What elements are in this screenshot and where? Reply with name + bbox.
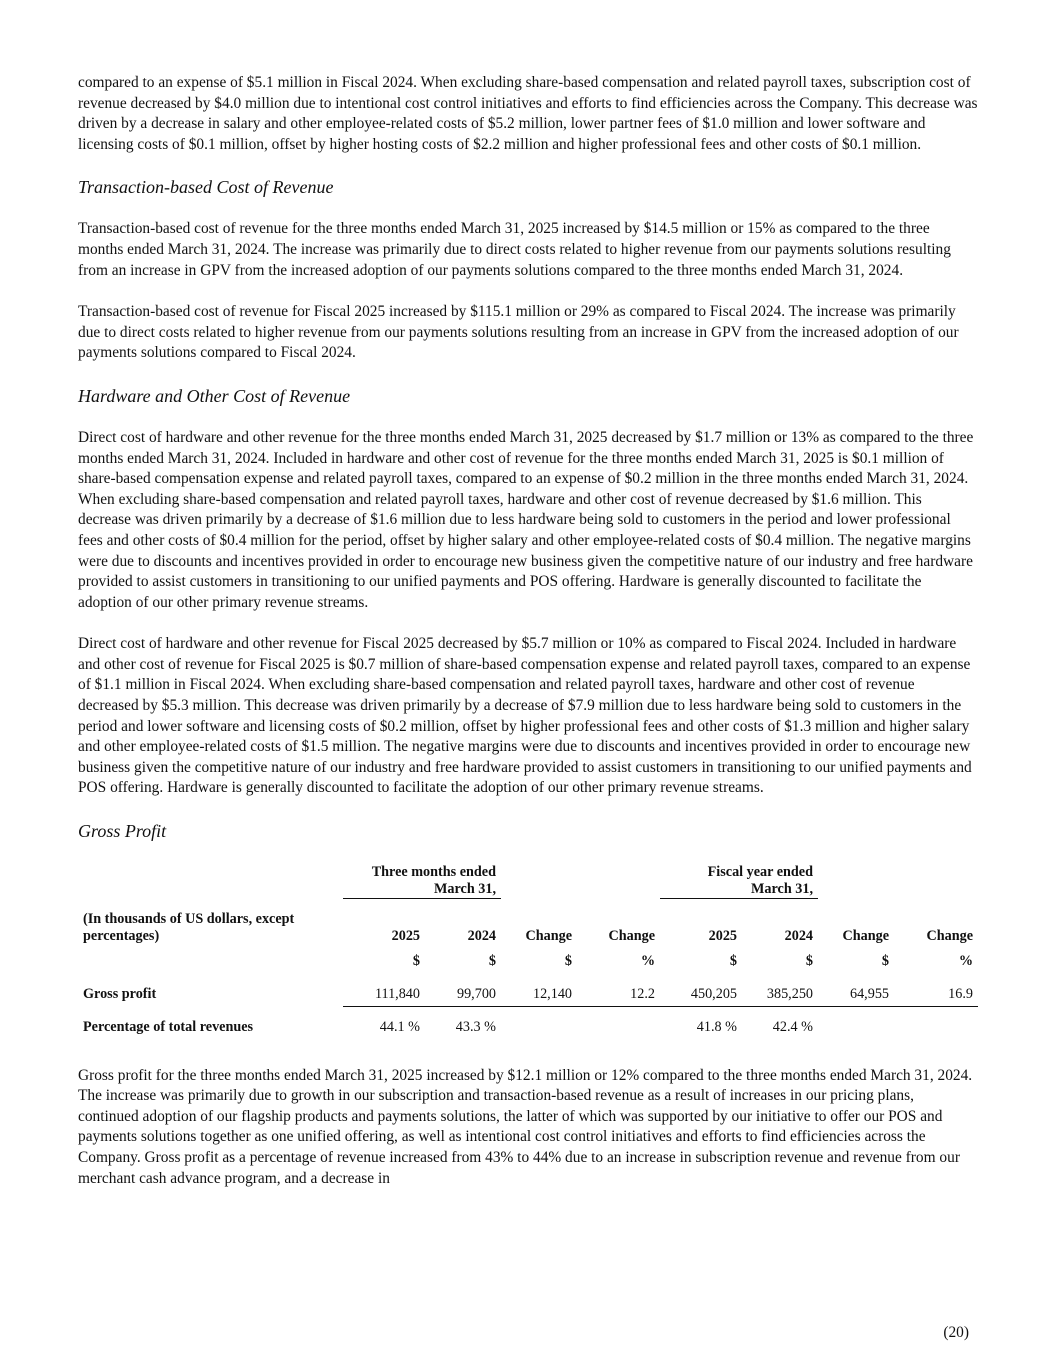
row-label-gross-profit: Gross profit [83, 986, 157, 1003]
pct-revenues-2025-three-months: 44.1 % [379, 1018, 420, 1035]
gross-profit-2024-fiscal: 385,250 [742, 986, 818, 1007]
col-2024-three-months: 2024 [467, 927, 496, 944]
gross-profit-2024-three-months: 99,700 [425, 986, 501, 1007]
gross-profit-change-pct-fiscal: 16.9 [894, 986, 978, 1007]
gross-profit-change-fiscal: 64,955 [818, 986, 894, 1007]
unit-change-pct-fiscal: % [958, 952, 973, 969]
paragraph-transaction-three-months: Transaction-based cost of revenue for the three months ended March 31, 2025 increased by $14.5 million or 15% as compared to the three months ended March 31, 2024. The increase was primarily due to direct costs related to higher revenue from our payments solutions resulting from an increase in GPV from the increased adoption of our payments solutions compared to the three months ended March 31, 2024. [78, 220, 951, 279]
table-label-header: (In thousands of US dollars, except percentages) [83, 910, 295, 944]
heading-gross-profit: Gross Profit [78, 821, 167, 842]
gross-profit-change-pct-three-months: 12.2 [577, 986, 660, 1007]
row-label-pct-total-revenues: Percentage of total revenues [83, 1018, 254, 1035]
unit-change-abs-three-months: $ [564, 952, 572, 969]
col-change-abs-fiscal: Change [842, 927, 889, 944]
paragraph-gross-profit-three-months: Gross profit for the three months ended March 31, 2025 increased by $12.1 million or 12% compared to the three months ended March 31, 2024. The increase was primarily due to growth in our subscription and transaction-based revenue as a result of increases in our pricing plans, continued adoption of our flagship products and payments solutions, the latter of which was supported by our initiative to offer our POS and payments solutions together as one unified offering, as well as intentional cost control initiatives and efforts to find efficiencies across the Company. Gross profit as a percentage of revenue increased from 43% to 44% due to an increase in subscription revenue and revenue from our merchant cash advance program, and a decrease in [78, 1066, 973, 1187]
col-2025-three-months: 2025 [391, 927, 420, 944]
paragraph-transaction-fiscal: Transaction-based cost of revenue for Fiscal 2025 increased by $115.1 million or 29% as compared to Fiscal 2024. The increase was primarily due to direct costs related to higher revenue from our payments solutions resulting from an increase in GPV from the increased adoption of our payments solutions compared to Fiscal 2024. [78, 303, 959, 362]
group-three-months: Three months ended March 31, [343, 864, 501, 899]
unit-2024-three-months: $ [488, 952, 496, 969]
gross-profit-change-three-months: 12,140 [501, 986, 577, 1007]
table-units-row [78, 945, 978, 986]
group-fiscal-year: Fiscal year ended March 31, [660, 864, 818, 899]
unit-2025-three-months: $ [412, 952, 420, 969]
table-row [78, 986, 978, 1007]
col-2025-fiscal: 2025 [708, 927, 737, 944]
unit-2025-fiscal: $ [729, 952, 737, 969]
heading-hardware-cost: Hardware and Other Cost of Revenue [78, 385, 351, 406]
paragraph-subscription-cost-continued: compared to an expense of $5.1 million in Fiscal 2024. When excluding share-based compensation and related payroll taxes, subscription cost of revenue decreased by $4.0 million due to intentional cost control initiatives and efforts to find efficiencies across the Company. This decrease was driven by a decrease in salary and other employee-related costs of $5.2 million, lower partner fees of $1.0 million and lower software and licensing costs of $0.1 million, offset by higher hosting costs of $2.2 million and higher professional fees and other costs of $0.1 million. [78, 74, 978, 153]
pct-revenues-2025-fiscal: 41.8 % [696, 1018, 737, 1035]
unit-change-pct-three-months: % [640, 952, 655, 969]
pct-revenues-2024-three-months: 43.3 % [455, 1018, 496, 1035]
page-number: (20) [943, 1324, 969, 1341]
table-column-header-row [78, 899, 978, 945]
col-change-pct-three-months: Change [608, 927, 655, 944]
col-change-pct-fiscal: Change [926, 927, 973, 944]
paragraph-hardware-fiscal: Direct cost of hardware and other revenue for Fiscal 2025 decreased by $5.7 million or 10% as compared to Fiscal 2024. Included in hardware and other cost of revenue for Fiscal 2025 is $0.7 million of share-based compensation expense and related payroll taxes, compared to an expense of $1.1 million in Fiscal 2024. When excluding share-based compensation and related payroll taxes, hardware and other cost of revenue decreased by $5.3 million. This decrease was driven primarily by a decrease of $7.9 million due to less hardware being sold to customers in the period and lower software and licensing costs of $0.2 million, offset by higher professional fees and other costs of $1.3 million and higher salary and other employee-related costs of $1.5 million. The negative margins were due to discounts and incentives provided in order to encourage new business given the competitive nature of our industry and free hardware provided to assist customers in transitioning to our unified payments and POS offering. Hardware is generally discounted to facilitate the adoption of our other primary revenue streams. [78, 635, 972, 797]
document-page [78, 73, 978, 1189]
paragraph-hardware-three-months: Direct cost of hardware and other revenue for the three months ended March 31, 2025 decreased by $1.7 million or 13% as compared to the three months ended March 31, 2024. Included in hardware and other cost of revenue for the three months ended March 31, 2025 is $0.1 million of share-based compensation expense and related payroll taxes, compared to an expense of $0.2 million in the three months ended March 31, 2024. When excluding share-based compensation and related payroll taxes, hardware and other cost of revenue decreased by $1.6 million. This decrease was driven primarily by a decrease of $1.6 million due to less hardware being sold to customers in the period and lower professional fees and other costs of $0.4 million for the period, offset by higher salary and other employee-related costs of $0.4 million. The negative margins were due to discounts and incentives provided in order to encourage new business given the competitive nature of our industry and free hardware provided to assist customers in transitioning to our unified payments and POS offering. Hardware is generally discounted to facilitate the adoption of our other primary revenue streams. [78, 428, 974, 611]
table-group-header-row [78, 864, 978, 899]
table-row [78, 1006, 978, 1036]
unit-change-abs-fiscal: $ [881, 952, 889, 969]
heading-transaction-based-cost: Transaction-based Cost of Revenue [78, 177, 334, 198]
unit-2024-fiscal: $ [805, 952, 813, 969]
gross-profit-table [78, 864, 978, 1036]
gross-profit-2025-three-months: 111,840 [343, 986, 425, 1007]
col-change-abs-three-months: Change [525, 927, 572, 944]
pct-revenues-2024-fiscal: 42.4 % [772, 1018, 813, 1035]
col-2024-fiscal: 2024 [784, 927, 813, 944]
gross-profit-2025-fiscal: 450,205 [660, 986, 742, 1007]
